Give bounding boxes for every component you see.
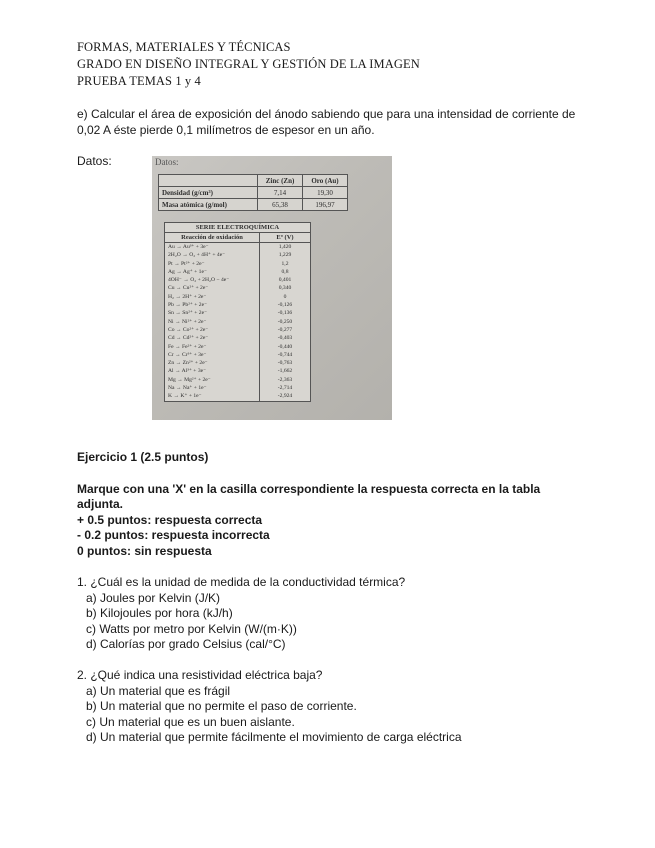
instruction-line-2: adjunta. — [77, 497, 124, 511]
series-row — [165, 343, 311, 351]
series-row — [165, 276, 311, 284]
series-reaction: Pt → Pt²⁺ + 2e⁻ — [165, 260, 260, 268]
series-potential: -1,662 — [260, 367, 311, 375]
series-potential: 1,420 — [260, 243, 311, 252]
score-incorrect: - 0.2 puntos: respuesta incorrecta — [77, 528, 270, 542]
instruction-line-1: Marque con una 'X' en la casilla correspondiente la respuesta correcta en la tabla — [77, 482, 541, 496]
properties-cell: 65,38 — [258, 199, 303, 211]
header-line-1: FORMAS, MATERIALES Y TÉCNICAS — [77, 40, 291, 54]
series-row — [165, 243, 311, 252]
properties-table — [158, 174, 348, 211]
series-reaction: Cd → Cd²⁺ + 2e⁻ — [165, 334, 260, 342]
series-potential: -0,440 — [260, 343, 311, 351]
score-correct: + 0.5 puntos: respuesta correcta — [77, 513, 263, 527]
series-col-potential: Eº (V) — [260, 233, 311, 243]
series-row — [165, 293, 311, 301]
exercise-title: Ejercicio 1 (2.5 puntos) — [77, 450, 209, 464]
series-reaction: Cr → Cr³⁺ + 3e⁻ — [165, 351, 260, 359]
series-potential: 1,2 — [260, 260, 311, 268]
series-reaction: Ni → Ni²⁺ + 2e⁻ — [165, 318, 260, 326]
q2-option-a: a) Un material que es frágil — [86, 684, 231, 698]
series-title: SERIE ELECTROQUÍMICA — [165, 223, 311, 233]
q2-option-c: c) Un material que es un buen aislante. — [86, 715, 295, 729]
series-reaction: Mg → Mg²⁺ + 2e⁻ — [165, 376, 260, 384]
series-potential: 1,229 — [260, 251, 311, 259]
series-reaction: Ag → Ag⁺ + 1e⁻ — [165, 268, 260, 276]
series-potential: -0,763 — [260, 359, 311, 367]
properties-row-label: Densidad (g/cm³) — [159, 187, 258, 199]
series-potential: -0,277 — [260, 326, 311, 334]
q1-option-a: a) Joules por Kelvin (J/K) — [86, 591, 221, 605]
series-row — [165, 351, 311, 359]
properties-cell: 7,14 — [258, 187, 303, 199]
series-potential: -0,744 — [260, 351, 311, 359]
properties-header-blank — [159, 175, 258, 187]
series-row — [165, 260, 311, 268]
properties-cell: 19,30 — [303, 187, 348, 199]
q2-option-b: b) Un material que no permite el paso de corriente. — [86, 699, 357, 713]
q2-option-d: d) Un material que permite fácilmente el movimiento de carga eléctrica — [86, 730, 462, 744]
series-row — [165, 268, 311, 276]
photo-title: Datos: — [155, 157, 179, 167]
question-1: 1. ¿Cuál es la unidad de medida de la conductividad térmica? — [77, 575, 406, 589]
series-row — [165, 376, 311, 384]
series-reaction: Al → Al³⁺ + 3e⁻ — [165, 367, 260, 375]
series-row — [165, 367, 311, 375]
header-line-3: PRUEBA TEMAS 1 y 4 — [77, 74, 201, 88]
series-potential: -2,714 — [260, 384, 311, 392]
series-reaction: Pb → Pb²⁺ + 2e⁻ — [165, 301, 260, 309]
datos-label: Datos: — [77, 154, 112, 168]
problem-line-1: e) Calcular el área de exposición del ánodo sabiendo que para una intensidad de corriente de — [77, 107, 576, 121]
series-row — [165, 384, 311, 392]
series-row — [165, 309, 311, 317]
series-potential: 0,340 — [260, 284, 311, 292]
series-reaction: Fe → Fe²⁺ + 2e⁻ — [165, 343, 260, 351]
series-row — [165, 392, 311, 401]
series-reaction: Cu → Cu²⁺ + 2e⁻ — [165, 284, 260, 292]
series-row — [165, 326, 311, 334]
q1-option-d: d) Calorías por grado Celsius (cal/°C) — [86, 637, 286, 651]
series-potential: 0,401 — [260, 276, 311, 284]
header-line-2: GRADO EN DISEÑO INTEGRAL Y GESTIÓN DE LA IMAGEN — [77, 57, 420, 71]
electrochemical-series-table — [164, 222, 311, 402]
problem-line-2: 0,02 A éste pierde 0,1 milímetros de espesor en un año. — [77, 123, 375, 137]
series-potential: -0,136 — [260, 309, 311, 317]
series-reaction: Na → Na⁺ + 1e⁻ — [165, 384, 260, 392]
series-reaction: Co → Co²⁺ + 2e⁻ — [165, 326, 260, 334]
series-potential: -0,126 — [260, 301, 311, 309]
series-row — [165, 284, 311, 292]
series-potential: 0,8 — [260, 268, 311, 276]
q1-option-c: c) Watts por metro por Kelvin (W/(m·K)) — [86, 622, 297, 636]
series-reaction: H₂ → 2H⁺ + 2e⁻ — [165, 293, 260, 301]
series-row — [165, 251, 311, 259]
series-potential: -0,403 — [260, 334, 311, 342]
properties-header-gold: Oro (Au) — [303, 175, 348, 187]
q1-option-b: b) Kilojoules por hora (kJ/h) — [86, 606, 233, 620]
series-reaction: K → K⁺ + 1e⁻ — [165, 392, 260, 401]
series-potential: -0,250 — [260, 318, 311, 326]
data-photo — [152, 156, 392, 420]
series-reaction: 2H₂O → O₂ + 4H⁺ + 4e⁻ — [165, 251, 260, 259]
question-2: 2. ¿Qué indica una resistividad eléctrica baja? — [77, 668, 323, 682]
series-reaction: Zn → Zn²⁺ + 2e⁻ — [165, 359, 260, 367]
properties-cell: 196,97 — [303, 199, 348, 211]
score-blank: 0 puntos: sin respuesta — [77, 544, 212, 558]
series-potential: -2,363 — [260, 376, 311, 384]
series-reaction: Sn → Sn²⁺ + 2e⁻ — [165, 309, 260, 317]
series-row — [165, 318, 311, 326]
series-row — [165, 359, 311, 367]
series-potential: 0 — [260, 293, 311, 301]
series-reaction: 4OH⁻ → O₂ + 2H₂O − 4e⁻ — [165, 276, 260, 284]
series-reaction: Au → Au³⁺ + 3e⁻ — [165, 243, 260, 252]
series-row — [165, 301, 311, 309]
series-potential: -2,924 — [260, 392, 311, 401]
properties-header-zinc: Zinc (Zn) — [258, 175, 303, 187]
properties-row-label: Masa atómica (g/mol) — [159, 199, 258, 211]
series-col-reaction: Reacción de oxidación — [165, 233, 260, 243]
series-row — [165, 334, 311, 342]
